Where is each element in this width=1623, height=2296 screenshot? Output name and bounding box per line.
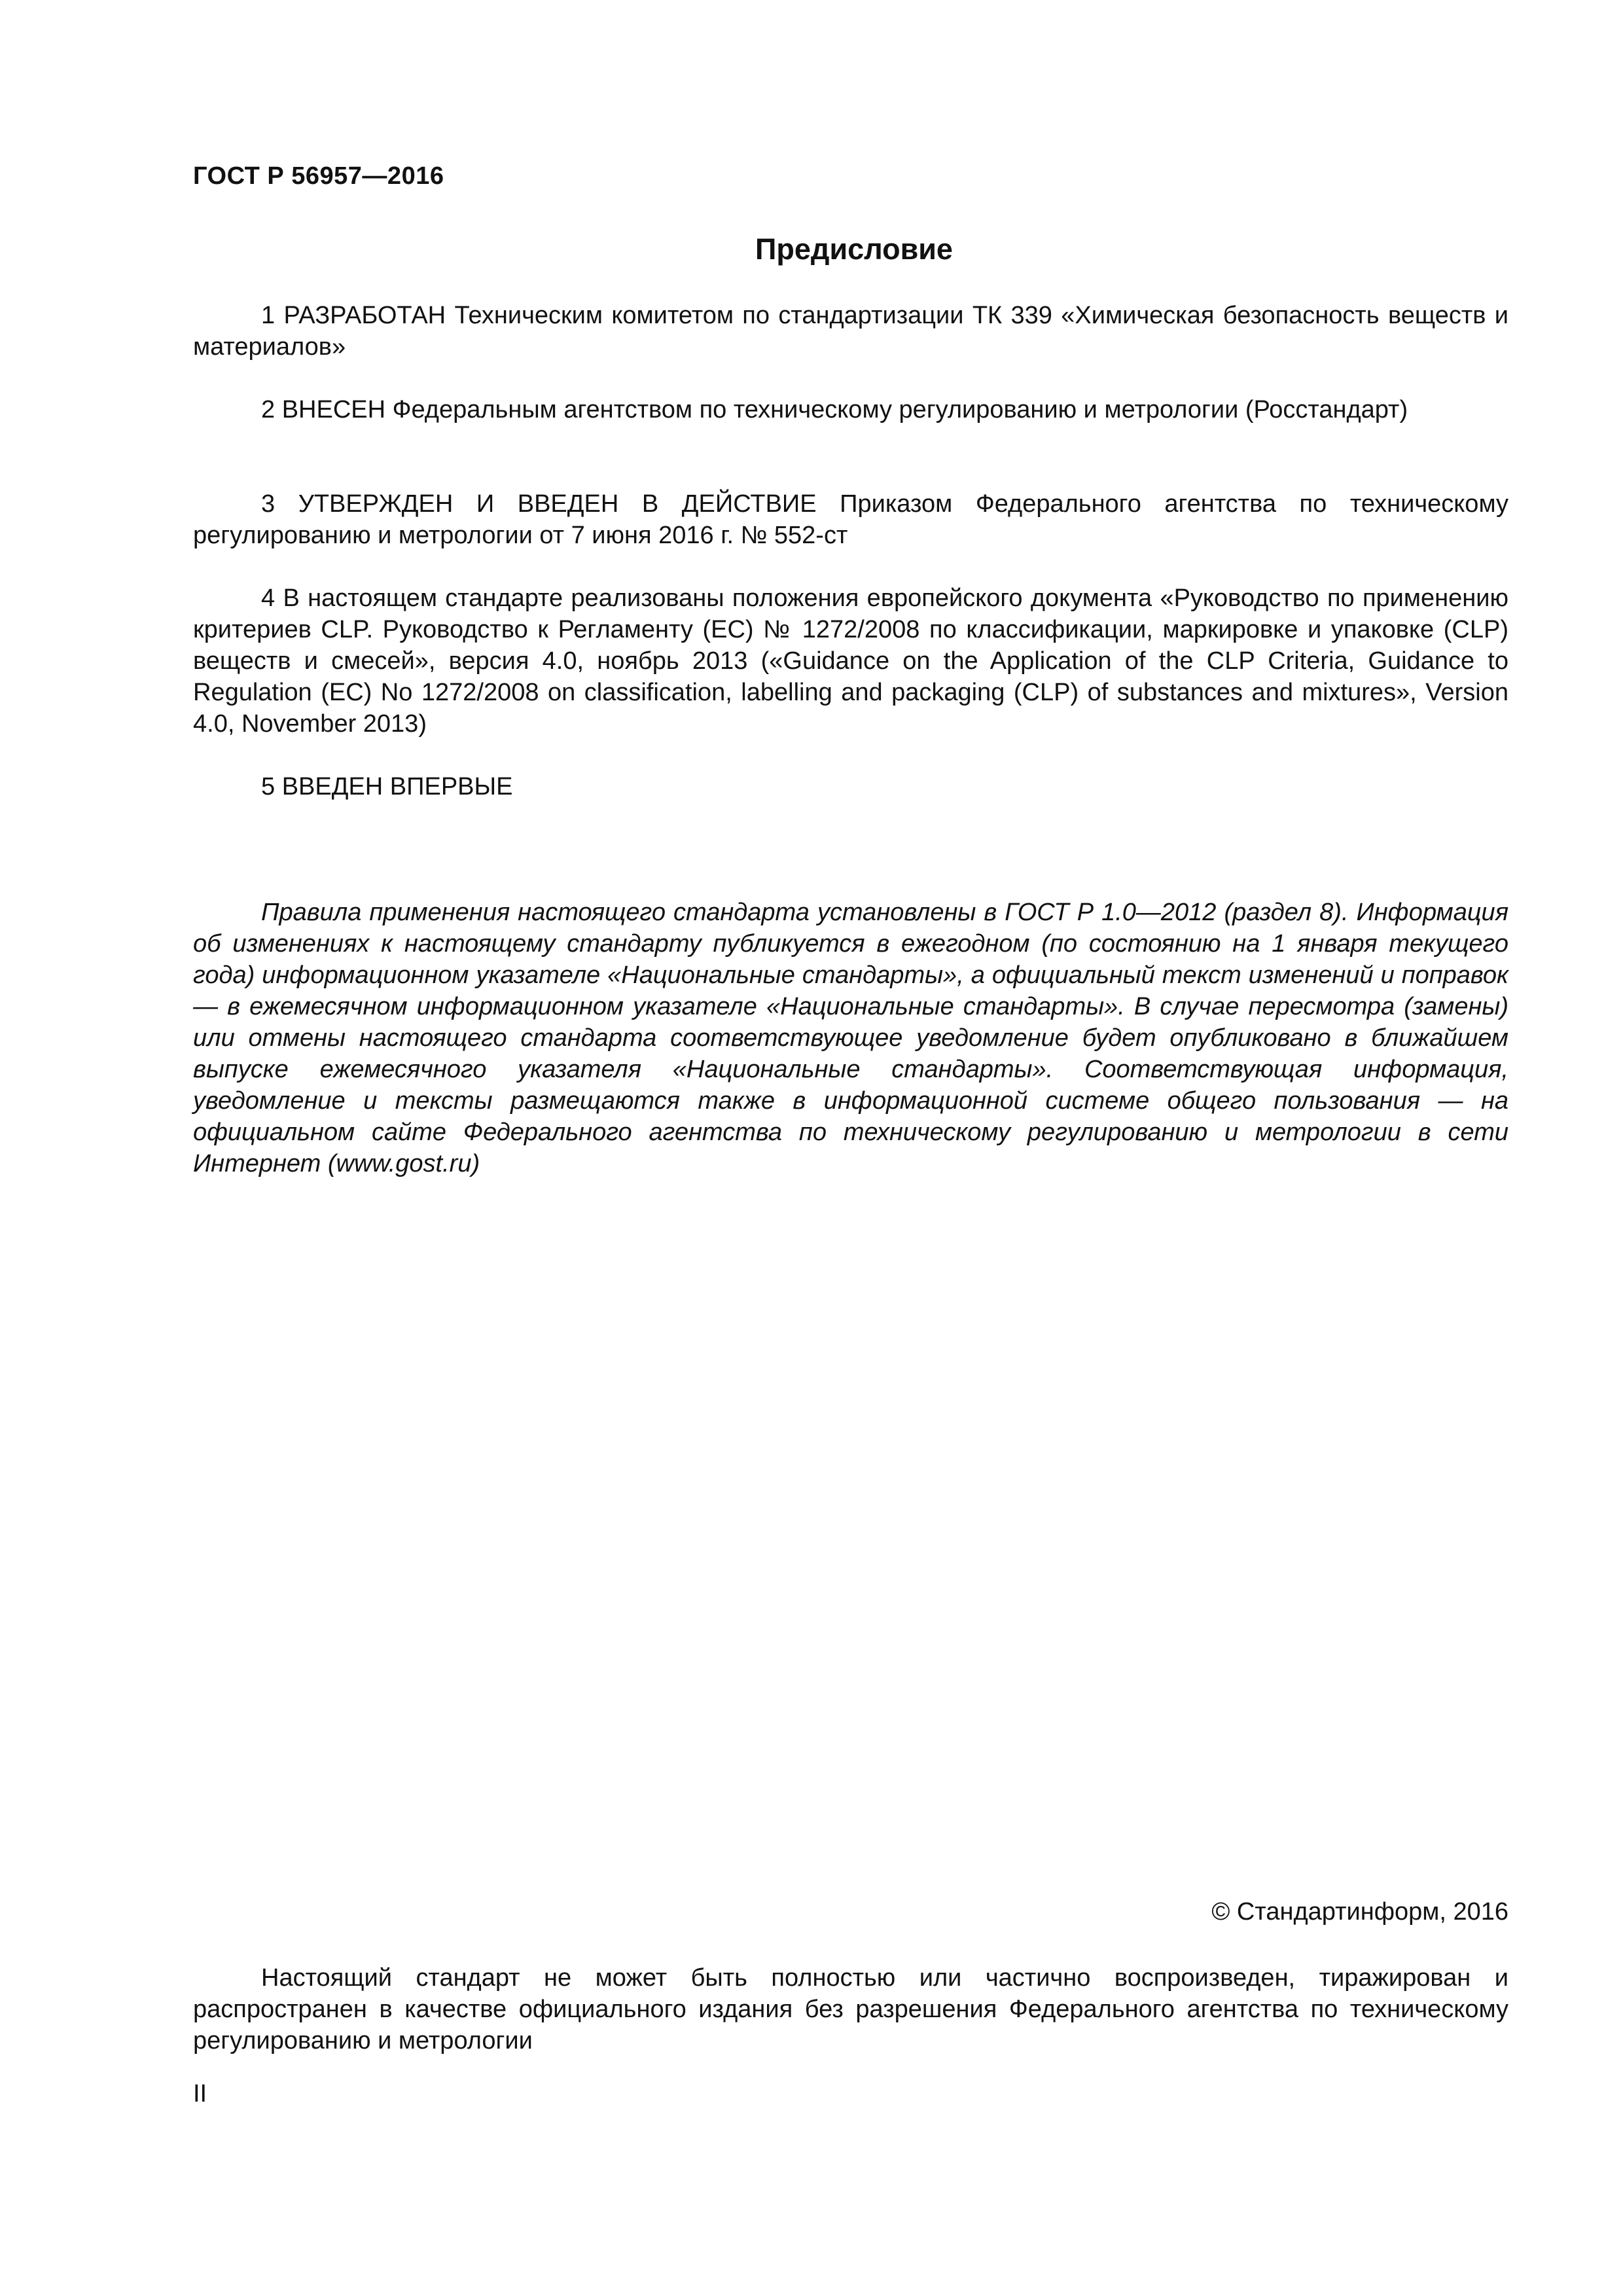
paragraph-1: 1 РАЗРАБОТАН Техническим комитетом по стандартизации ТК 339 «Химическая безопасность веществ и материалов» xyxy=(193,302,1508,361)
application-rules-note: Правила применения настоящего стандарта установлены в ГОСТ Р 1.0—2012 (раздел 8). Информация об изменениях к настоящему стандарту публикуется в ежегодном (по состоянию на 1 января текущего года) информационном указателе «Национальные стандарты», а официальный текст изменений и поправок — в ежемесячном информационном указателе «Национальные стандарты». В случае пересмотра (замены) или отмены настоящего стандарта соответствующее уведомление будет опубликовано в ближайшем выпуске ежемесячного указателя «Национальные стандарты». Соответствующая информация, уведомление и тексты размещаются также в информационной системе общего пользования — на официальном сайте Федерального агентства по техническому регулированию и метрологии в сети Интернет (www.gost.ru) xyxy=(193,899,1508,1177)
paragraph-5: 5 ВВЕДЕН ВПЕРВЫЕ xyxy=(261,773,513,800)
paragraph-2: 2 ВНЕСЕН Федеральным агентством по техническому регулированию и метрологии (Росстандарт) xyxy=(261,396,1408,423)
document-id: ГОСТ Р 56957—2016 xyxy=(193,162,444,190)
paragraph-4: 4 В настоящем стандарте реализованы положения европейского документа «Руководство по применению критериев CLP. Руководство к Регламенту (ЕС) № 1272/2008 по классификации, маркировке и упаковке (CLP) веществ и смесей», версия 4.0, ноябрь 2013 («Guidance on the Application of the CLP Criteria, Guidance to Regulation (EC) No 1272/2008 on classification, labelling and packaging (CLP) of substances and mixtures», Version 4.0, November 2013) xyxy=(193,584,1508,738)
rights-notice: Настоящий стандарт не может быть полностью или частично воспроизведен, тиражирован и распространен в качестве официального издания без разрешения Федерального агентства по техническому регулированию и метрологии xyxy=(193,1964,1508,2054)
paragraph-3: 3 УТВЕРЖДЕН И ВВЕДЕН В ДЕЙСТВИЕ Приказом Федерального агентства по техническому регулированию и метрологии от 7 июня 2016 г. № 552-ст xyxy=(193,490,1508,549)
copyright-notice: © Стандартинформ, 2016 xyxy=(1211,1898,1508,1926)
page-title: Предисловие xyxy=(755,232,953,266)
page-number: II xyxy=(193,2080,207,2108)
